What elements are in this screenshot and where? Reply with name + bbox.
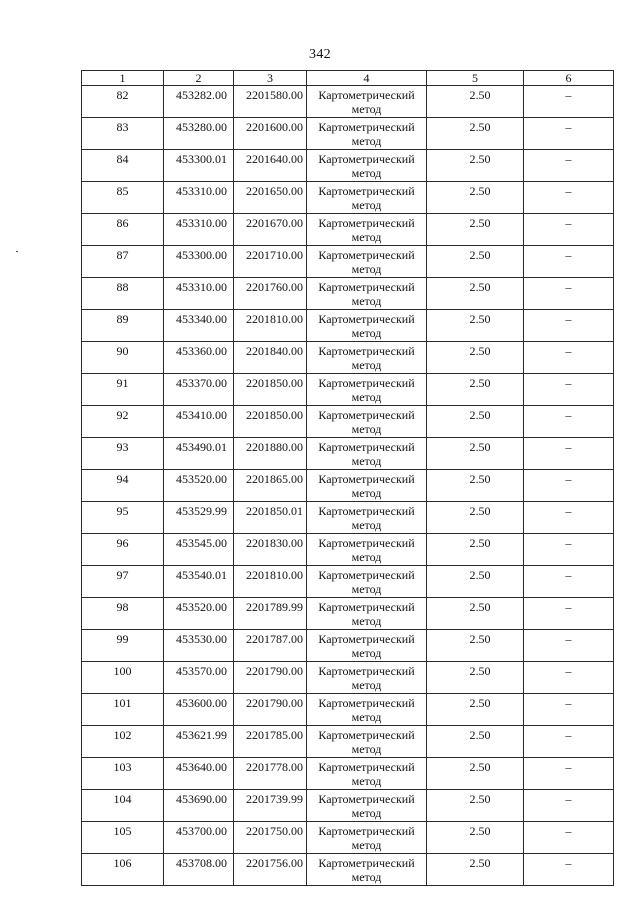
header-row [82,71,614,86]
table-row [82,86,614,118]
table-row [82,406,614,438]
method-line-2: метод [351,774,382,788]
method-line-2: метод [351,230,382,244]
point-number-cell: 102 [82,726,164,758]
note-cell: – [524,534,614,566]
accuracy-cell: 2.50 [427,566,524,598]
coord-x-cell: 453310.00 [164,214,234,246]
method-cell [307,118,427,150]
method-cell [307,630,427,662]
accuracy-cell: 2.50 [427,790,524,822]
table-body [82,86,614,886]
method-line-2: метод [351,198,382,212]
note-cell: – [524,342,614,374]
accuracy-cell: 2.50 [427,470,524,502]
note-cell: – [524,566,614,598]
table-row [82,150,614,182]
coord-x-cell: 453310.00 [164,182,234,214]
method-line-1: Картометрический [318,664,415,678]
method-line-1: Картометрический [318,88,415,102]
coord-x-cell: 453410.00 [164,406,234,438]
coord-x-cell: 453690.00 [164,790,234,822]
accuracy-cell: 2.50 [427,310,524,342]
method-cell [307,470,427,502]
coord-x-cell: 453640.00 [164,758,234,790]
coord-x-cell: 453370.00 [164,374,234,406]
col-header-5: 5 [427,71,524,86]
coord-y-cell: 2201850.01 [234,502,307,534]
point-number-cell: 95 [82,502,164,534]
coord-y-cell: 2201710.00 [234,246,307,278]
table-row [82,342,614,374]
note-cell: – [524,278,614,310]
method-cell [307,662,427,694]
point-number-cell: 91 [82,374,164,406]
method-line-2: метод [351,806,382,820]
method-cell [307,790,427,822]
method-line-2: метод [351,262,382,276]
method-cell [307,598,427,630]
point-number-cell: 82 [82,86,164,118]
col-header-6: 6 [524,71,614,86]
note-cell: – [524,310,614,342]
col-header-1: 1 [82,71,164,86]
table-row [82,790,614,822]
table-row [82,758,614,790]
method-cell [307,694,427,726]
method-cell [307,246,427,278]
coord-x-cell: 453621.99 [164,726,234,758]
note-cell: – [524,246,614,278]
method-line-1: Картометрический [318,184,415,198]
method-line-1: Картометрический [318,728,415,742]
coord-x-cell: 453530.00 [164,630,234,662]
coord-y-cell: 2201785.00 [234,726,307,758]
table-row [82,470,614,502]
scan-speck [16,251,18,252]
note-cell: – [524,182,614,214]
coord-x-cell: 453300.00 [164,246,234,278]
coord-y-cell: 2201790.00 [234,694,307,726]
coord-y-cell: 2201756.00 [234,854,307,886]
coord-y-cell: 2201600.00 [234,118,307,150]
method-line-2: метод [351,838,382,852]
method-cell [307,278,427,310]
method-cell [307,758,427,790]
method-line-2: метод [351,614,382,628]
accuracy-cell: 2.50 [427,854,524,886]
method-cell [307,406,427,438]
coord-x-cell: 453520.00 [164,470,234,502]
method-cell [307,86,427,118]
accuracy-cell: 2.50 [427,86,524,118]
method-line-2: метод [351,166,382,180]
coord-x-cell: 453700.00 [164,822,234,854]
point-number-cell: 83 [82,118,164,150]
table-row [82,822,614,854]
point-number-cell: 88 [82,278,164,310]
note-cell: – [524,630,614,662]
point-number-cell: 103 [82,758,164,790]
coord-y-cell: 2201880.00 [234,438,307,470]
point-number-cell: 98 [82,598,164,630]
accuracy-cell: 2.50 [427,630,524,662]
coord-x-cell: 453540.01 [164,566,234,598]
note-cell: – [524,758,614,790]
coord-y-cell: 2201865.00 [234,470,307,502]
col-header-3: 3 [234,71,307,86]
coord-y-cell: 2201810.00 [234,310,307,342]
coord-x-cell: 453280.00 [164,118,234,150]
coord-y-cell: 2201739.99 [234,790,307,822]
method-cell [307,726,427,758]
coord-y-cell: 2201760.00 [234,278,307,310]
table-row [82,854,614,886]
method-line-1: Картометрический [318,344,415,358]
method-line-2: метод [351,326,382,340]
point-number-cell: 93 [82,438,164,470]
method-cell [307,182,427,214]
coord-x-cell: 453310.00 [164,278,234,310]
table-row [82,534,614,566]
point-number-cell: 89 [82,310,164,342]
coord-y-cell: 2201789.99 [234,598,307,630]
point-number-cell: 106 [82,854,164,886]
point-number-cell: 104 [82,790,164,822]
coord-x-cell: 453545.00 [164,534,234,566]
table-row [82,182,614,214]
point-number-cell: 87 [82,246,164,278]
coord-x-cell: 453520.00 [164,598,234,630]
coord-y-cell: 2201640.00 [234,150,307,182]
point-number-cell: 86 [82,214,164,246]
note-cell: – [524,214,614,246]
method-line-1: Картометрический [318,408,415,422]
accuracy-cell: 2.50 [427,278,524,310]
method-line-2: метод [351,710,382,724]
table-row [82,118,614,150]
coord-y-cell: 2201670.00 [234,214,307,246]
coord-x-cell: 453570.00 [164,662,234,694]
method-cell [307,374,427,406]
accuracy-cell: 2.50 [427,822,524,854]
method-line-1: Картометрический [318,216,415,230]
method-line-1: Картометрический [318,696,415,710]
coord-y-cell: 2201778.00 [234,758,307,790]
col-header-2: 2 [164,71,234,86]
coord-y-cell: 2201840.00 [234,342,307,374]
coord-x-cell: 453282.00 [164,86,234,118]
note-cell: – [524,118,614,150]
note-cell: – [524,406,614,438]
accuracy-cell: 2.50 [427,758,524,790]
point-number-cell: 90 [82,342,164,374]
table-row [82,566,614,598]
note-cell: – [524,438,614,470]
accuracy-cell: 2.50 [427,502,524,534]
point-number-cell: 96 [82,534,164,566]
method-line-1: Картометрический [318,600,415,614]
method-line-1: Картометрический [318,120,415,134]
accuracy-cell: 2.50 [427,214,524,246]
table-row [82,278,614,310]
coord-y-cell: 2201830.00 [234,534,307,566]
accuracy-cell: 2.50 [427,374,524,406]
table-row [82,630,614,662]
table-row [82,374,614,406]
coord-x-cell: 453360.00 [164,342,234,374]
method-line-1: Картометрический [318,504,415,518]
coord-x-cell: 453300.01 [164,150,234,182]
point-number-cell: 92 [82,406,164,438]
point-number-cell: 100 [82,662,164,694]
coord-y-cell: 2201750.00 [234,822,307,854]
method-line-2: метод [351,518,382,532]
method-line-2: метод [351,582,382,596]
point-number-cell: 84 [82,150,164,182]
point-number-cell: 99 [82,630,164,662]
method-line-2: метод [351,678,382,692]
method-cell [307,150,427,182]
coord-y-cell: 2201810.00 [234,566,307,598]
point-number-cell: 97 [82,566,164,598]
coordinates-table [81,70,614,886]
method-cell [307,822,427,854]
method-line-1: Картометрический [318,440,415,454]
method-cell [307,534,427,566]
coord-y-cell: 2201787.00 [234,630,307,662]
method-line-2: метод [351,422,382,436]
note-cell: – [524,150,614,182]
note-cell: – [524,726,614,758]
accuracy-cell: 2.50 [427,118,524,150]
point-number-cell: 85 [82,182,164,214]
table-row [82,598,614,630]
method-line-1: Картометрический [318,472,415,486]
method-line-2: метод [351,390,382,404]
coord-x-cell: 453340.00 [164,310,234,342]
method-line-2: метод [351,358,382,372]
page-number: 342 [309,47,331,62]
accuracy-cell: 2.50 [427,342,524,374]
note-cell: – [524,470,614,502]
accuracy-cell: 2.50 [427,150,524,182]
col-header-4: 4 [307,71,427,86]
note-cell: – [524,790,614,822]
table-row [82,726,614,758]
method-cell [307,342,427,374]
method-cell [307,502,427,534]
method-line-1: Картометрический [318,632,415,646]
method-line-2: метод [351,454,382,468]
method-cell [307,310,427,342]
accuracy-cell: 2.50 [427,406,524,438]
table-row [82,438,614,470]
method-cell [307,438,427,470]
accuracy-cell: 2.50 [427,694,524,726]
coord-y-cell: 2201850.00 [234,406,307,438]
coord-y-cell: 2201850.00 [234,374,307,406]
method-line-2: метод [351,294,382,308]
method-line-1: Картометрический [318,152,415,166]
table-row [82,502,614,534]
coord-x-cell: 453708.00 [164,854,234,886]
note-cell: – [524,662,614,694]
method-line-2: метод [351,486,382,500]
table-row [82,214,614,246]
coord-y-cell: 2201650.00 [234,182,307,214]
table-row [82,310,614,342]
method-line-2: метод [351,742,382,756]
accuracy-cell: 2.50 [427,726,524,758]
coord-x-cell: 453529.99 [164,502,234,534]
method-line-2: метод [351,102,382,116]
point-number-cell: 94 [82,470,164,502]
accuracy-cell: 2.50 [427,438,524,470]
accuracy-cell: 2.50 [427,662,524,694]
point-number-cell: 105 [82,822,164,854]
point-number-cell: 101 [82,694,164,726]
note-cell: – [524,822,614,854]
method-line-1: Картометрический [318,312,415,326]
method-line-2: метод [351,870,382,884]
accuracy-cell: 2.50 [427,246,524,278]
method-line-2: метод [351,550,382,564]
method-line-1: Картометрический [318,792,415,806]
method-line-2: метод [351,646,382,660]
method-cell [307,566,427,598]
method-line-1: Картометрический [318,568,415,582]
method-line-1: Картометрический [318,280,415,294]
accuracy-cell: 2.50 [427,598,524,630]
note-cell: – [524,854,614,886]
method-line-2: метод [351,134,382,148]
accuracy-cell: 2.50 [427,182,524,214]
coord-y-cell: 2201790.00 [234,662,307,694]
method-line-1: Картометрический [318,856,415,870]
accuracy-cell: 2.50 [427,534,524,566]
table-row [82,246,614,278]
method-cell [307,854,427,886]
method-line-1: Картометрический [318,536,415,550]
table-row [82,694,614,726]
table-row [82,662,614,694]
note-cell: – [524,374,614,406]
note-cell: – [524,502,614,534]
method-line-1: Картометрический [318,248,415,262]
method-cell [307,214,427,246]
method-line-1: Картометрический [318,760,415,774]
method-line-1: Картометрический [318,824,415,838]
coord-x-cell: 453600.00 [164,694,234,726]
coord-x-cell: 453490.01 [164,438,234,470]
note-cell: – [524,694,614,726]
note-cell: – [524,598,614,630]
note-cell: – [524,86,614,118]
method-line-1: Картометрический [318,376,415,390]
coord-y-cell: 2201580.00 [234,86,307,118]
